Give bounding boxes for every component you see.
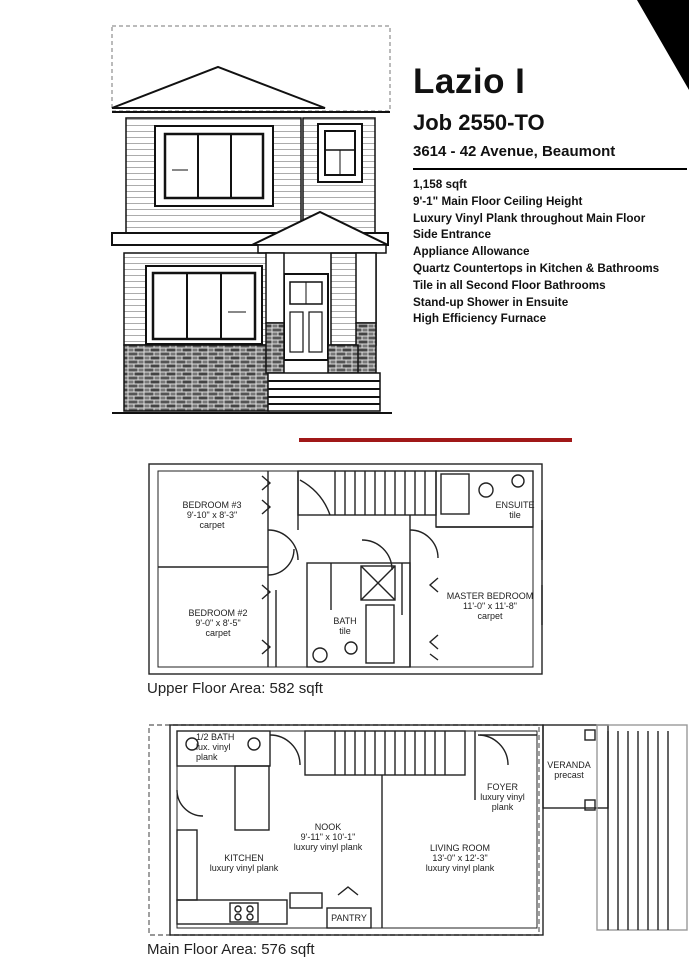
feature-item: High Efficiency Furnace [413,312,547,326]
accent-divider [299,438,572,442]
room-name: BATH [333,616,357,626]
room-half-bath [196,732,246,762]
room-finish: plank [491,802,514,812]
room-finish: luxury vinyl plank [209,863,279,873]
room-name: MASTER BEDROOM [446,591,534,601]
job-number: Job 2550-TO [413,110,545,135]
room-size: 9'-0" x 8'-5" [195,618,241,628]
feature-item: Quartz Countertops in Kitchen & Bathrooms [413,261,660,275]
feature-item: Stand-up Shower in Ensuite [413,295,569,309]
room-name: FOYER [486,782,518,792]
room-name: BEDROOM #3 [182,500,242,510]
room-finish: tile [509,510,521,520]
room-name: LIVING ROOM [429,843,490,853]
room-living [413,843,507,873]
room-name: VERANDA [547,760,591,770]
main-floor-area: Main Floor Area: 576 sqft [147,941,315,958]
feature-item: Side Entrance [413,228,491,242]
room-nook [283,822,373,852]
room-name: KITCHEN [224,853,264,863]
room-finish: precast [554,770,584,780]
listing-title: Lazio I [413,62,526,101]
feature-list [413,177,659,328]
upper-floor-area: Upper Floor Area: 582 sqft [147,680,323,697]
room-size: 9'-10" x 8'-3" [186,510,238,520]
room-finish: tile [339,626,351,636]
room-finish: carpet [205,628,231,638]
room-foyer [475,782,530,812]
room-veranda [543,760,595,780]
room-finish: carpet [477,611,503,621]
room-finish: carpet [199,520,225,530]
feature-item: Luxury Vinyl Plank throughout Main Floor [413,211,646,225]
room-ensuite [493,500,537,520]
room-finish: plank [196,752,218,762]
room-name: 1/2 BATH [196,732,235,742]
room-pantry [327,913,371,923]
room-size: 11'-0" x 11'-8" [462,601,518,611]
room-kitchen [200,853,288,873]
room-finish: luxury vinyl [480,792,525,802]
feature-item: Appliance Allowance [413,245,530,259]
room-name: PANTRY [331,913,367,923]
room-bedroom-3 [172,500,252,530]
room-finish: luxury vinyl plank [293,842,363,852]
room-finish: lux. vinyl [196,742,231,752]
room-bedroom-2 [178,608,258,638]
room-name: ENSUITE [495,500,535,510]
room-bath [330,616,360,636]
room-size: 9'-11" x 10'-1" [300,832,356,842]
feature-item: 1,158 sqft [413,178,467,191]
room-name: NOOK [314,822,342,832]
feature-item: Tile in all Second Floor Bathrooms [413,278,606,292]
feature-item: 9'-1" Main Floor Ceiling Height [413,194,583,208]
heading-divider [413,168,687,170]
room-size: 13'-0" x 12'-3" [432,853,488,863]
listing-address: 3614 - 42 Avenue, Beaumont [413,143,616,160]
room-finish: luxury vinyl plank [425,863,495,873]
room-master-bedroom [440,591,540,621]
room-name: BEDROOM #2 [188,608,248,618]
